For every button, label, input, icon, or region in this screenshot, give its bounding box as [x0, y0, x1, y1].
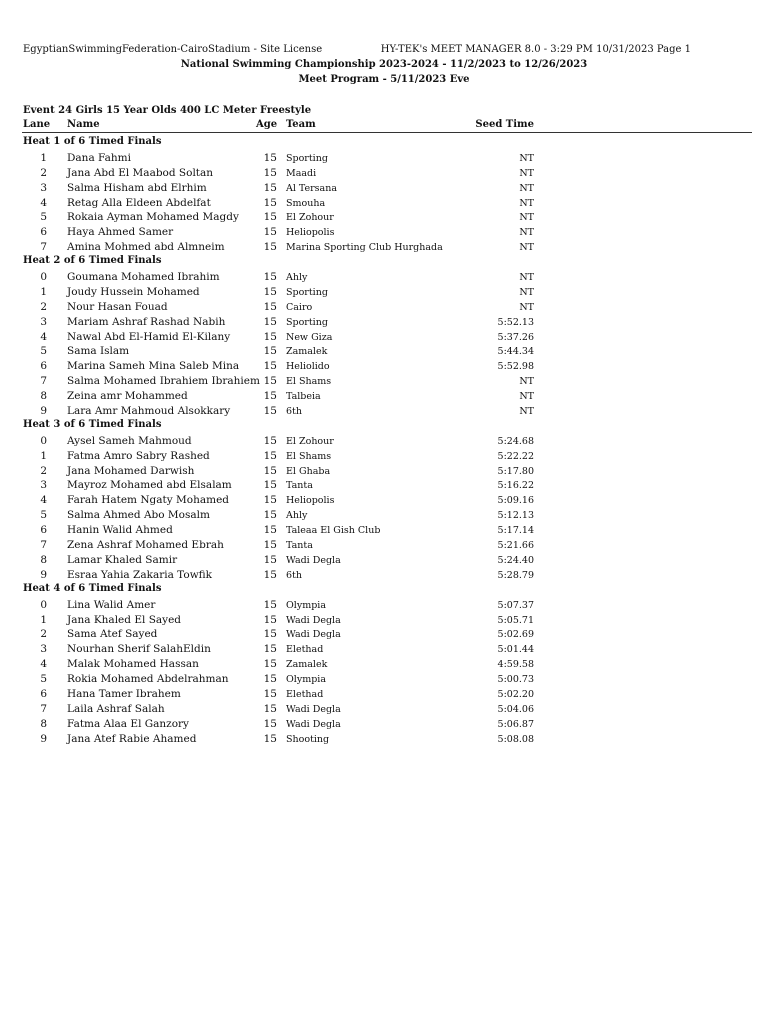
swimmer-name: Jana Mohamed Darwish	[67, 464, 195, 477]
swimmer-name: Salma Ahmed Abo Mosalm	[67, 509, 210, 522]
seed-time: 5:21.66	[497, 540, 534, 552]
seed-time: 5:24.40	[497, 554, 534, 566]
swimmer-age: 15	[263, 345, 277, 358]
lane-number: 4	[40, 658, 47, 671]
team-name: Ahly	[286, 272, 308, 284]
team-name: El Shams	[286, 450, 332, 462]
seed-time: 5:09.16	[497, 495, 534, 507]
swimmer-age: 15	[263, 598, 277, 611]
column-header-name: Name	[67, 119, 100, 130]
swimmer-row	[0, 284, 768, 299]
lane-number: 7	[40, 241, 47, 254]
swimmer-age: 15	[263, 166, 277, 179]
team-name: Cairo	[286, 301, 313, 313]
team-name: Wadi Degla	[286, 614, 341, 626]
lane-number: 6	[40, 226, 47, 239]
swimmer-age: 15	[263, 613, 277, 626]
swimmer-row	[0, 433, 768, 448]
swimmer-name: Mayroz Mohamed abd Elsalam	[67, 479, 232, 492]
swimmer-name: Lara Amr Mahmoud Alsokkary	[67, 405, 231, 418]
swimmer-name: Dana Fahmi	[67, 151, 131, 164]
swimmer-age: 15	[263, 643, 277, 656]
lane-number: 3	[40, 181, 47, 194]
team-name: El Shams	[286, 376, 332, 388]
swimmer-age: 15	[263, 628, 277, 641]
swimmer-row	[0, 552, 768, 567]
swimmer-name: Nawal Abd El-Hamid El-Kilany	[67, 330, 231, 343]
swimmer-name: Sama Islam	[67, 345, 130, 358]
team-name: Heliopolis	[286, 227, 335, 239]
team-name: Wadi Degla	[286, 554, 341, 566]
swimmer-row	[0, 626, 768, 641]
license-text: EgyptianSwimmingFederation-CairoStadium - Site License	[23, 44, 323, 55]
swimmer-row	[0, 358, 768, 373]
swimmer-age: 15	[263, 687, 277, 700]
column-header-age: Age	[256, 119, 278, 130]
swimmer-row	[0, 641, 768, 656]
swimmer-name: Laila Ashraf Salah	[67, 702, 165, 715]
swimmer-age: 15	[263, 509, 277, 522]
swimmer-name: Hanin Walid Ahmed	[67, 524, 173, 537]
lane-number: 2	[40, 628, 47, 641]
lane-number: 4	[40, 196, 47, 209]
swimmer-row	[0, 329, 768, 344]
seed-time: 5:02.20	[497, 688, 534, 700]
heat-title: Heat 1 of 6 Timed Finals	[23, 136, 162, 147]
swimmer-name: Malak Mohamed Hassan	[67, 658, 199, 671]
swimmer-age: 15	[263, 479, 277, 492]
swimmer-name: Goumana Mohamed Ibrahim	[67, 271, 220, 284]
lane-number: 7	[40, 702, 47, 715]
swimmer-row	[0, 239, 768, 254]
lane-number: 3	[40, 643, 47, 656]
swimmer-age: 15	[263, 315, 277, 328]
swimmer-name: Haya Ahmed Samer	[67, 226, 174, 239]
swimmer-row	[0, 507, 768, 522]
swimmer-age: 15	[263, 464, 277, 477]
swimmer-row	[0, 731, 768, 746]
lane-number: 6	[40, 524, 47, 537]
lane-number: 2	[40, 166, 47, 179]
swimmer-row	[0, 537, 768, 552]
team-name: Wadi Degla	[286, 629, 341, 641]
heat-header	[0, 418, 768, 433]
swimmer-name: Jana Khaled El Sayed	[67, 613, 182, 626]
swimmer-row	[0, 597, 768, 612]
swimmer-age: 15	[263, 211, 277, 224]
seed-time: NT	[519, 152, 534, 164]
swimmer-name: Joudy Hussein Mohamed	[67, 285, 200, 298]
swimmer-age: 15	[263, 181, 277, 194]
seed-time: NT	[519, 301, 534, 313]
swimmer-row	[0, 448, 768, 463]
program-title: Meet Program - 5/11/2023 Eve	[298, 74, 470, 85]
swimmer-age: 15	[263, 673, 277, 686]
lane-number: 8	[40, 717, 47, 730]
swimmer-row	[0, 656, 768, 671]
swimmer-age: 15	[263, 658, 277, 671]
swimmer-age: 15	[263, 553, 277, 566]
team-name: 6th	[286, 569, 302, 581]
lane-number: 5	[40, 673, 47, 686]
swimmer-name: Lamar Khaled Samir	[67, 553, 178, 566]
swimmer-age: 15	[263, 226, 277, 239]
swimmer-row	[0, 195, 768, 210]
swimmer-age: 15	[263, 360, 277, 373]
column-header-team: Team	[286, 119, 316, 130]
swimmer-name: Rokaia Ayman Mohamed Magdy	[67, 211, 239, 224]
swimmer-age: 15	[263, 732, 277, 745]
seed-time: 5:17.14	[497, 525, 534, 537]
swimmer-age: 15	[263, 449, 277, 462]
swimmer-row	[0, 314, 768, 329]
swimmer-name: Salma Hisham abd Elrhim	[67, 181, 207, 194]
team-name: Tanta	[286, 480, 313, 492]
lane-number: 8	[40, 553, 47, 566]
team-name: Wadi Degla	[286, 718, 341, 730]
seed-time: NT	[519, 272, 534, 284]
team-name: Olympia	[286, 674, 326, 686]
team-name: Ahly	[286, 510, 308, 522]
lane-number: 4	[40, 494, 47, 507]
swimmer-age: 15	[263, 434, 277, 447]
lane-number: 4	[40, 330, 47, 343]
swimmer-name: Nourhan Sherif SalahEldin	[67, 643, 211, 656]
seed-time: 5:05.71	[497, 614, 534, 626]
swimmer-name: Sama Atef Sayed	[67, 628, 158, 641]
swimmer-name: Salma Mohamed Ibrahiem Ibrahiem	[67, 375, 260, 388]
swimmer-age: 15	[263, 375, 277, 388]
seed-time: 4:59.58	[497, 659, 534, 671]
swimmer-name: Aysel Sameh Mahmoud	[67, 434, 192, 447]
swimmer-row	[0, 299, 768, 314]
lane-number: 1	[40, 285, 47, 298]
lane-number: 0	[40, 598, 47, 611]
swimmer-name: Fatma Alaa El Ganzory	[67, 717, 189, 730]
seed-time: 5:00.73	[497, 674, 534, 686]
swimmer-row	[0, 165, 768, 180]
lane-number: 0	[40, 271, 47, 284]
swimmer-age: 15	[263, 390, 277, 403]
meet-title: National Swimming Championship 2023-2024 - 11/2/2023 to 12/26/2023	[180, 59, 588, 70]
swimmer-row	[0, 686, 768, 701]
team-name: Zamalek	[286, 346, 328, 358]
swimmer-row	[0, 150, 768, 165]
lane-number: 1	[40, 151, 47, 164]
seed-time: NT	[519, 376, 534, 388]
seed-time: 5:12.13	[497, 510, 534, 522]
seed-time: 5:07.37	[497, 599, 534, 611]
lane-number: 5	[40, 345, 47, 358]
swimmer-name: Zeina amr Mohammed	[67, 390, 188, 403]
swimmer-age: 15	[263, 524, 277, 537]
swimmer-name: Retag Alla Eldeen Abdelfat	[67, 196, 211, 209]
team-name: Talbeia	[286, 391, 321, 403]
team-name: Olympia	[286, 599, 326, 611]
lane-number: 1	[40, 613, 47, 626]
heat-header	[0, 254, 768, 269]
seed-time: NT	[519, 406, 534, 418]
swimmer-age: 15	[263, 702, 277, 715]
seed-time: 5:08.08	[497, 733, 534, 745]
swimmer-row	[0, 373, 768, 388]
column-header-row	[0, 119, 768, 131]
team-name: Smouha	[286, 197, 326, 209]
seed-time: 5:16.22	[497, 480, 534, 492]
swimmer-row	[0, 701, 768, 716]
swimmer-row	[0, 716, 768, 731]
lane-number: 3	[40, 315, 47, 328]
swimmer-age: 15	[263, 151, 277, 164]
software-info: HY-TEK's MEET MANAGER 8.0 - 3:29 PM 10/31/2023 Page 1	[380, 44, 691, 55]
team-name: Heliolido	[286, 361, 330, 373]
swimmer-row	[0, 388, 768, 403]
team-name: Maadi	[286, 167, 317, 179]
swimmer-row	[0, 224, 768, 239]
swimmer-age: 15	[263, 285, 277, 298]
team-name: El Zohour	[286, 212, 334, 224]
swimmer-name: Esraa Yahia Zakaria Towfik	[67, 568, 213, 581]
swimmer-name: Marina Sameh Mina Saleb Mina	[67, 360, 240, 373]
seed-time: 5:44.34	[497, 346, 534, 358]
swimmer-row	[0, 180, 768, 195]
lane-number: 6	[40, 687, 47, 700]
header-divider	[22, 132, 752, 133]
swimmer-row	[0, 522, 768, 537]
lane-number: 1	[40, 449, 47, 462]
column-header-seed-time: Seed Time	[475, 119, 534, 130]
team-name: Taleaa El Gish Club	[286, 525, 381, 537]
swimmer-age: 15	[263, 241, 277, 254]
event-title: Event 24 Girls 15 Year Olds 400 LC Meter Freestyle	[23, 105, 312, 116]
team-name: Shooting	[286, 733, 330, 745]
seed-time: NT	[519, 212, 534, 224]
swimmer-age: 15	[263, 330, 277, 343]
lane-number: 6	[40, 360, 47, 373]
swimmer-row	[0, 567, 768, 582]
swimmer-age: 15	[263, 196, 277, 209]
swimmer-row	[0, 403, 768, 418]
swimmer-age: 15	[263, 300, 277, 313]
seed-time: 5:01.44	[497, 644, 534, 656]
swimmer-name: Fatma Amro Sabry Rashed	[67, 449, 210, 462]
swimmer-name: Hana Tamer Ibrahem	[67, 687, 181, 700]
column-header-lane: Lane	[23, 119, 51, 130]
swimmer-row	[0, 477, 768, 492]
team-name: El Ghaba	[286, 465, 331, 477]
team-name: Zamalek	[286, 659, 328, 671]
team-name: Elethad	[286, 644, 324, 656]
seed-time: NT	[519, 242, 534, 254]
team-name: Tanta	[286, 540, 313, 552]
heat-header	[0, 582, 768, 597]
seed-time: NT	[519, 286, 534, 298]
swimmer-name: Farah Hatem Ngaty Mohamed	[67, 494, 230, 507]
swimmer-name: Rokia Mohamed Abdelrahman	[67, 673, 229, 686]
seed-time: 5:28.79	[497, 569, 534, 581]
seed-time: NT	[519, 391, 534, 403]
swimmer-row	[0, 343, 768, 358]
seed-time: NT	[519, 182, 534, 194]
team-name: Sporting	[286, 152, 328, 164]
swimmer-name: Jana Atef Rabie Ahamed	[67, 732, 197, 745]
swimmer-age: 15	[263, 494, 277, 507]
heat-title: Heat 2 of 6 Timed Finals	[23, 255, 162, 267]
lane-number: 5	[40, 509, 47, 522]
seed-time: 5:02.69	[497, 629, 534, 641]
seed-time: NT	[519, 167, 534, 179]
lane-number: 9	[40, 568, 47, 581]
swimmer-age: 15	[263, 271, 277, 284]
swimmer-row	[0, 492, 768, 507]
lane-number: 2	[40, 464, 47, 477]
swimmer-age: 15	[263, 568, 277, 581]
team-name: New Giza	[286, 331, 333, 343]
seed-time: 5:52.13	[497, 316, 534, 328]
swimmer-row	[0, 671, 768, 686]
seed-time: 5:06.87	[497, 718, 534, 730]
swimmer-row	[0, 269, 768, 284]
swimmer-age: 15	[263, 717, 277, 730]
seed-time: 5:24.68	[497, 435, 534, 447]
swimmer-name: Amina Mohmed abd Almneim	[67, 241, 225, 254]
swimmer-age: 15	[263, 405, 277, 418]
lane-number: 7	[40, 375, 47, 388]
team-name: El Zohour	[286, 435, 334, 447]
lane-number: 8	[40, 390, 47, 403]
team-name: Elethad	[286, 688, 324, 700]
swimmer-row	[0, 612, 768, 627]
lane-number: 7	[40, 539, 47, 552]
seed-time: 5:04.06	[497, 703, 534, 715]
swimmer-name: Lina Walid Amer	[67, 598, 156, 611]
team-name: Al Tersana	[286, 182, 338, 194]
team-name: Sporting	[286, 286, 328, 298]
swimmer-name: Zena Ashraf Mohamed Ebrah	[67, 539, 224, 552]
seed-time: 5:37.26	[497, 331, 534, 343]
lane-number: 9	[40, 405, 47, 418]
team-name: Sporting	[286, 316, 328, 328]
lane-number: 0	[40, 434, 47, 447]
team-name: Marina Sporting Club Hurghada	[286, 242, 443, 254]
heat-list	[0, 135, 768, 746]
seed-time: NT	[519, 197, 534, 209]
swimmer-row	[0, 463, 768, 478]
team-name: Heliopolis	[286, 495, 335, 507]
seed-time: 5:52.98	[497, 361, 534, 373]
heat-header	[0, 135, 768, 150]
heat-title: Heat 4 of 6 Timed Finals	[23, 582, 162, 594]
swimmer-row	[0, 209, 768, 224]
team-name: Wadi Degla	[286, 703, 341, 715]
heat-title: Heat 3 of 6 Timed Finals	[23, 418, 162, 430]
swimmer-name: Jana Abd El Maabod Soltan	[67, 166, 214, 179]
seed-time: 5:22.22	[497, 450, 534, 462]
lane-number: 9	[40, 732, 47, 745]
lane-number: 5	[40, 211, 47, 224]
seed-time: 5:17.80	[497, 465, 534, 477]
team-name: 6th	[286, 406, 302, 418]
swimmer-age: 15	[263, 539, 277, 552]
lane-number: 2	[40, 300, 47, 313]
swimmer-name: Nour Hasan Fouad	[67, 300, 168, 313]
lane-number: 3	[40, 479, 47, 492]
swimmer-name: Mariam Ashraf Rashad Nabih	[67, 315, 226, 328]
seed-time: NT	[519, 227, 534, 239]
